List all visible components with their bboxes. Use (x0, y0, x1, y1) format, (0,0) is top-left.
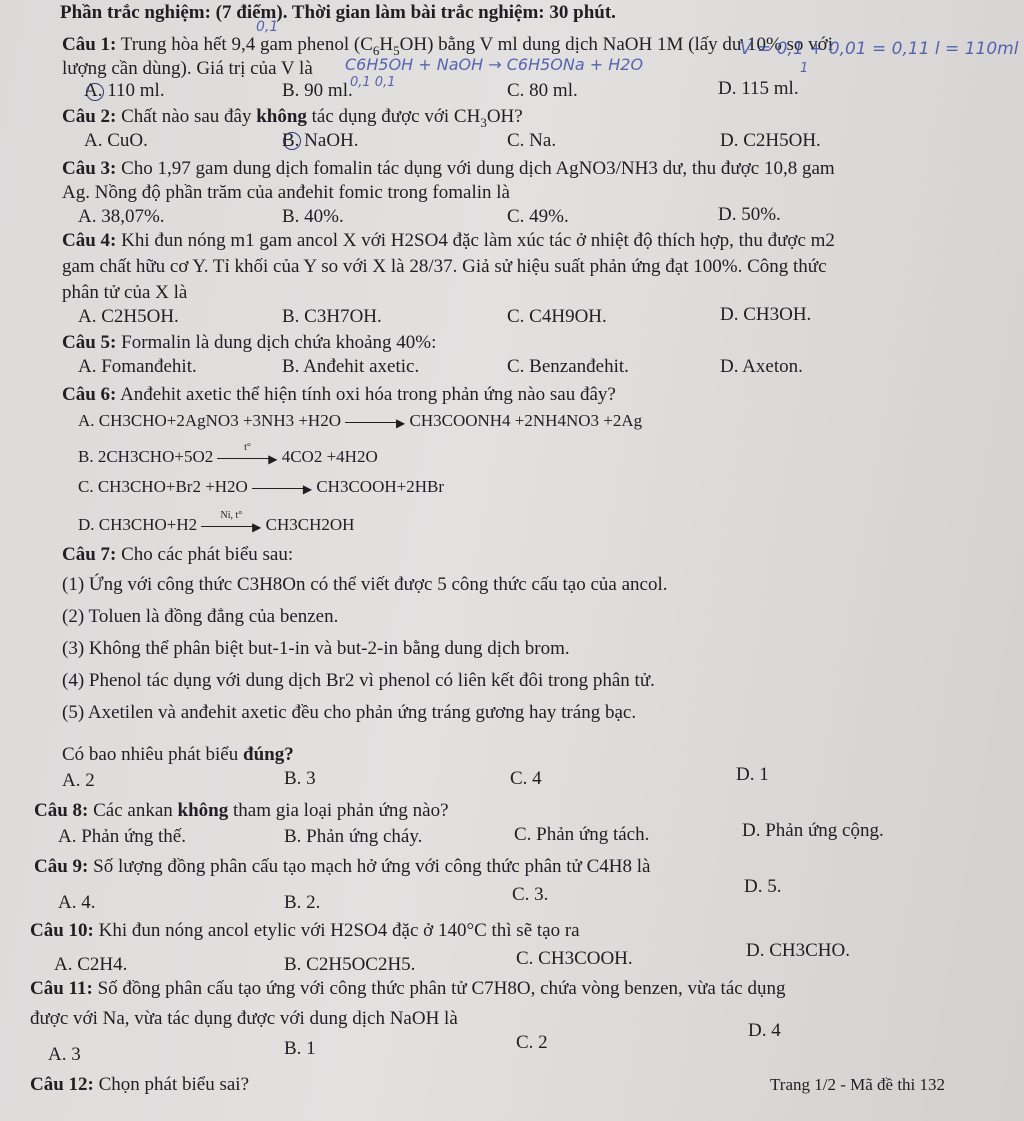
question-5: Câu 5: Formalin là dung dịch chứa khoảng 40%: (62, 332, 437, 353)
question-12: Câu 12: Chọn phát biểu sai? (30, 1074, 250, 1095)
option-d: D. 115 ml. (718, 78, 799, 99)
question-8: Câu 8: Các ankan không tham gia loại phản ứng nào? (34, 800, 449, 821)
question-2: Câu 2: Chất nào sau đây không tác dụng được với $CH_3OH$? (62, 106, 523, 130)
question-4-line2: gam chất hữu cơ Y. Tỉ khối của Y so với X là 28/37. Giả sử hiệu suất phản ứng đạt 100%. Công thức (62, 256, 827, 277)
option-d: D. CH3CHO+H2 Ni, t° ▶ CH3CH2OH (78, 510, 355, 535)
option-d: D. C2H5OH. (720, 130, 821, 151)
option-b: B. 2. (284, 892, 321, 913)
option-c: C. Benzanđehit. (507, 356, 629, 377)
arrow-icon: Ni, t° ▶ (201, 519, 261, 533)
question-7: Câu 7: Cho các phát biểu sau: (62, 544, 294, 565)
option-b: B. Anđehit axetic. (282, 356, 420, 377)
question-11-line2: được với Na, vừa tác dụng được với dung dịch NaOH là (30, 1008, 458, 1029)
statement-4: (4) Phenol tác dụng với dung dịch Br2 vì phenol có liên kết đôi trong phân tử. (62, 670, 655, 691)
option-b: B. 1 (284, 1038, 316, 1059)
question-1-line2: lượng cần dùng). Giá trị của V là (62, 58, 313, 79)
option-b: B. 2CH3CHO+5O2 t° ▶ 4CO2 +4H2O (78, 442, 378, 467)
arrow-icon: ▶ (345, 415, 405, 429)
option-c: C. Na. (507, 130, 557, 151)
question-6: Câu 6: Anđehit axetic thể hiện tính oxi hóa trong phản ứng nào sau đây? (62, 384, 616, 405)
option-a: A. 2 (62, 770, 95, 791)
option-d: D. 4 (748, 1020, 781, 1041)
question-4-line3: phân tử của X là (62, 282, 188, 303)
option-a: A. Fomanđehit. (78, 356, 197, 377)
handwritten-calculation: V = 0,1 + 0,01 = 0,11 l = 110ml (740, 39, 1019, 59)
option-a: A. 38,07%. (78, 206, 165, 227)
option-a: A. 4. (58, 892, 96, 913)
option-c: C. 3. (512, 884, 549, 905)
question-9: Câu 9: Số lượng đồng phân cấu tạo mạch hở ứng với công thức phân tử C4H8 là (34, 856, 651, 877)
arrow-icon: t° ▶ (217, 451, 277, 465)
option-a: A. CH3CHO+2AgNO3 +3NH3 +H2O ▶ CH3COONH4 +2NH4NO3 +2Ag (78, 411, 643, 431)
option-d: D. 5. (744, 876, 782, 897)
option-c: C. 49%. (507, 206, 569, 227)
page-footer: Trang 1/2 - Mã đề thi 132 (770, 1075, 946, 1094)
handwritten-note: 0,1 0,1 (350, 75, 396, 90)
question-7-prompt: Có bao nhiêu phát biểu đúng? (62, 744, 294, 765)
option-c: C. C4H9OH. (507, 306, 607, 327)
handwritten-note: 1 (800, 61, 809, 76)
option-b: B. Phản ứng cháy. (284, 826, 423, 847)
handwritten-equation: C6H5OH + NaOH → C6H5ONa + H2O (345, 55, 644, 74)
option-c: C. CH3COOH. (516, 948, 633, 969)
option-d: D. 1 (736, 764, 769, 785)
option-b: B. 3 (284, 768, 316, 789)
option-d: D. Phản ứng cộng. (742, 820, 884, 841)
option-a: A. 110 ml. (84, 80, 165, 101)
statement-2: (2) Toluen là đồng đẳng của benzen. (62, 606, 339, 627)
statement-5: (5) Axetilen và anđehit axetic đều cho phản ứng tráng gương hay tráng bạc. (62, 702, 637, 723)
option-d: D. CH3OH. (720, 304, 812, 325)
question-3-line2: Ag. Nồng độ phần trăm của anđehit fomic trong fomalin là (62, 182, 510, 203)
option-c: C. 2 (516, 1032, 548, 1053)
option-a: A. CuO. (84, 130, 148, 151)
question-4: Câu 4: Khi đun nóng m1 gam ancol X với H2SO4 đặc làm xúc tác ở nhiệt độ thích hợp, thu được m2 (62, 230, 835, 251)
option-a: A. 3 (48, 1044, 81, 1065)
option-d: D. 50%. (718, 204, 781, 225)
statement-1: (1) Ứng với công thức C3H8On có thể viết được 5 công thức cấu tạo của ancol. (62, 574, 668, 595)
question-10: Câu 10: Khi đun nóng ancol etylic với H2SO4 đặc ở 140°C thì sẽ tạo ra (30, 920, 580, 941)
option-c: C. 80 ml. (507, 80, 578, 101)
option-c: C. Phản ứng tách. (514, 824, 650, 845)
option-c: C. 4 (510, 768, 542, 789)
option-a: A. Phản ứng thế. (58, 826, 186, 847)
option-b: B. NaOH. (282, 130, 359, 151)
statement-3: (3) Không thể phân biệt but-1-in và but-2-in bằng dung dịch brom. (62, 638, 570, 659)
question-3: Câu 3: Cho 1,97 gam dung dịch fomalin tác dụng với dung dịch AgNO3/NH3 dư, thu được 10,8 gam (62, 158, 835, 179)
option-d: D. Axeton. (720, 356, 803, 377)
option-c: C. CH3CHO+Br2 +H2O ▶ CH3COOH+2HBr (78, 477, 444, 497)
question-label: Câu 1: (62, 34, 117, 55)
option-a: A. C2H4. (54, 954, 128, 975)
option-b: B. 90 ml. (282, 80, 353, 101)
exam-header: Phần trắc nghiệm: (7 điểm). Thời gian làm bài trắc nghiệm: 30 phút. (60, 2, 616, 23)
arrow-icon: ▶ (252, 481, 312, 495)
question-11: Câu 11: Số đồng phân cấu tạo ứng với công thức phân tử C7H8O, chứa vòng benzen, vừa tác dụng (30, 978, 786, 999)
option-b: B. C3H7OH. (282, 306, 382, 327)
option-b: B. C2H5OC2H5. (284, 954, 416, 975)
question-1: Câu 1: Trung hòa hết 9,4 gam phenol $(C_6H_5OH)$ bằng V ml dung dịch NaOH 1M (lấy dư 10% so với (62, 34, 834, 58)
option-a: A. C2H5OH. (78, 306, 179, 327)
option-d: D. CH3CHO. (746, 940, 850, 961)
handwritten-note: 0,1 (256, 19, 279, 35)
option-b: B. 40%. (282, 206, 344, 227)
